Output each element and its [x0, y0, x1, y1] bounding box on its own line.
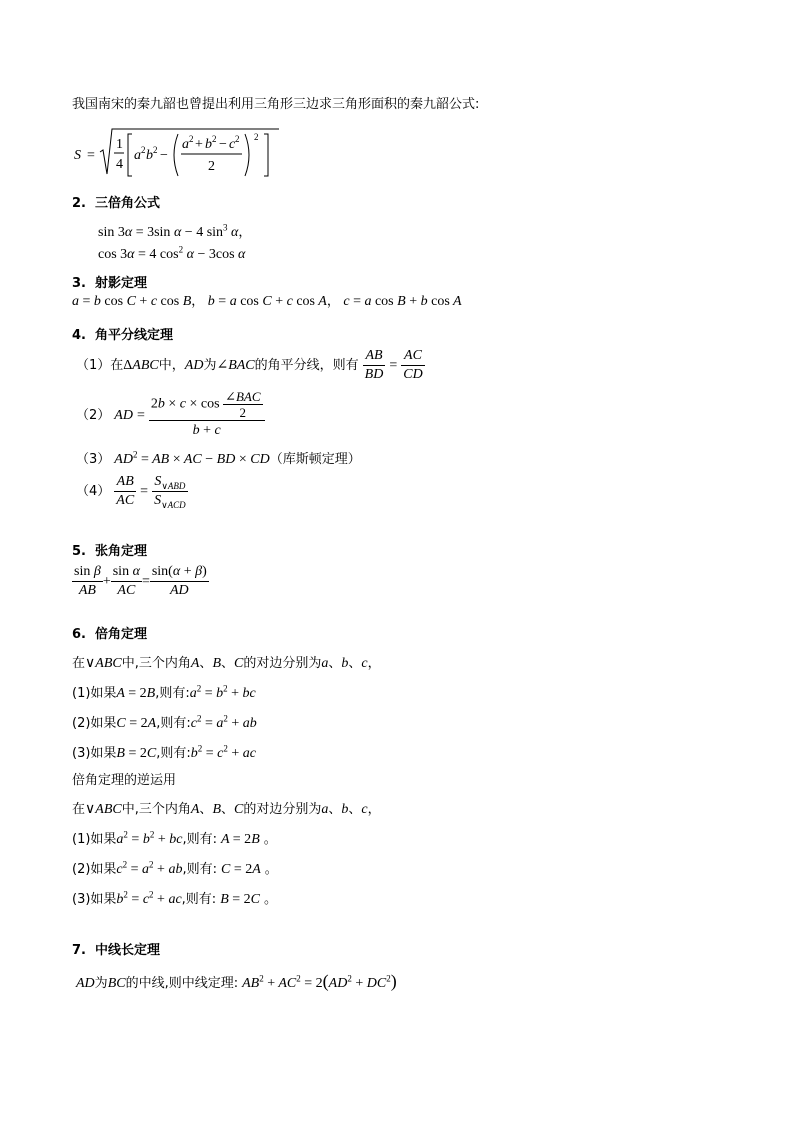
median-length-theorem: AD为BC的中线,则中线定理: $AB^2 + AC^2 = 2(AD^2 + DC^2)$ [76, 971, 397, 991]
svg-text:S: S [74, 148, 81, 163]
text: 中， [158, 358, 185, 373]
svg-text:4: 4 [116, 157, 123, 172]
svg-text:2: 2 [254, 132, 259, 142]
text: 为 [94, 976, 108, 991]
text: 中,三个内角 [121, 656, 191, 671]
svg-text:b: b [205, 137, 212, 152]
comma: ， [326, 294, 340, 309]
triple-angle-cos: cos 3α = 4 $\cos^2 \alpha - 3\cos$ α [98, 244, 246, 262]
fraction-ab-ac: $\frac{AB}{AC}$ [116, 473, 135, 508]
item-label: （1）在 [76, 358, 124, 373]
section-3-heading [72, 275, 147, 293]
double-angle-inverse-title: 倍角定理的逆运用 [72, 773, 177, 788]
section-6-heading [72, 626, 147, 644]
svg-text:−: − [219, 137, 227, 152]
svg-text:a: a [134, 148, 141, 163]
angle-bisector-item-3: （3） $AD^2$ = AB × AC − BD × CD（库斯顿定理） [76, 449, 361, 467]
text: ,则有: [156, 746, 191, 761]
text: ,则有: [155, 686, 190, 701]
section-5-heading [72, 543, 147, 561]
section-number: 5. [72, 544, 86, 559]
fraction-ad-length: 2b × c × cos $\frac{\text{∠BAC}}{2}$ b + c [149, 389, 265, 441]
section-number: 3. [72, 276, 86, 291]
item-label: （2） [76, 408, 111, 423]
period: 。 [263, 832, 277, 847]
svg-text:2: 2 [208, 159, 215, 174]
text: ,则有: [181, 892, 217, 907]
angle-bisector-item-1: （1）在ΔABC中，AD为∠BAC的角平分线，则有 $\frac{AB}{BD}$ = $\frac{AC}{CD}$ [76, 347, 423, 382]
item-label: （4） [76, 484, 111, 499]
text: (2)如果 [72, 716, 117, 731]
period: 。 [264, 862, 278, 877]
formula-svg [74, 126, 284, 182]
svg-text:−: − [160, 148, 168, 163]
text: 中,三个内角 [121, 802, 191, 817]
text: (3)如果 [72, 892, 117, 907]
fraction-area-ratio: $\frac{S_{\vee ABD}}{S_{\vee ACD}}$ [154, 473, 186, 510]
svg-text:c: c [229, 137, 236, 152]
section-number: 4. [72, 328, 86, 343]
angle-bisector-item-4: （4） $\frac{AB}{AC}$ = $\frac{S_{\vee ABD}}{S_{\vee ACD}}$ [76, 473, 186, 510]
fraction-sin-sum: $\frac{\sin(\alpha + \beta)}{AD}$ [151, 563, 207, 598]
fraction-sin-beta: $\frac{\text{sin β}}{AB}$ [74, 563, 101, 598]
theorem-note: （库斯顿定理） [269, 452, 361, 467]
svg-text:2: 2 [212, 134, 217, 144]
text: 的对边分别为 [243, 656, 322, 671]
text: 的中线,则中线定理: [125, 976, 239, 991]
section-number: 2. [72, 196, 86, 211]
double-angle-case-1: (1)如果A = 2B,则有$:a^2 = b^2$ + bc [72, 683, 256, 701]
section-title: 中线长定理 [95, 943, 161, 958]
projection-theorem-formulas: a = b cos C + c cos B， b = a cos C + c cos A， c = a cos B + b cos A [72, 294, 462, 309]
section-title: 三倍角公式 [95, 196, 161, 211]
text: (1)如果 [72, 686, 117, 701]
section-title: 倍角定理 [95, 627, 148, 642]
period: 。 [264, 892, 278, 907]
text: 为 [203, 358, 217, 373]
svg-text:b: b [146, 148, 153, 163]
qin-jiushao-formula [74, 126, 284, 182]
svg-text:1: 1 [116, 137, 123, 152]
section-title: 射影定理 [95, 276, 148, 291]
section-title: 角平分线定理 [95, 328, 174, 343]
section-title: 张角定理 [95, 544, 148, 559]
text: (3)如果 [72, 746, 117, 761]
section-number: 7. [72, 943, 86, 958]
angle-bisector-item-2: （2） AD = 2b × c × cos $\frac{\text{∠BAC}}{2}$ b + c [76, 388, 265, 443]
text: (1)如果 [72, 832, 117, 847]
section-4-heading [72, 327, 173, 345]
intro-text: 我国南宋的秦九韶也曾提出利用三角形三边求三角形面积的秦九韶公式: [72, 97, 480, 112]
inverse-case-1: (1)如果$a^2 = b^2$ + bc,则有: A = 2B 。 [72, 829, 277, 847]
inverse-case-3: (3)如果$b^2 = c^2$ + ac,则有: B = 2C 。 [72, 889, 278, 907]
double-angle-inverse-intro: 在∨ABC中,三个内角A、B、C的对边分别为a、b、c， [72, 802, 381, 817]
section-number: 6. [72, 627, 86, 642]
svg-text:2: 2 [189, 134, 194, 144]
fraction-ac-cd: $\frac{AC}{CD}$ [403, 347, 423, 382]
fraction-ab-bd: $\frac{AB}{BD}$ [364, 347, 384, 382]
text: 在 [72, 656, 86, 671]
svg-text:a: a [182, 137, 189, 152]
inverse-case-2: (2)如果$c^2 = a^2$ + ab,则有: C = 2A 。 [72, 859, 278, 877]
svg-text:2: 2 [141, 145, 146, 155]
comma: ， [367, 802, 381, 817]
opening-angle-formula: $\frac{\text{sin β}}{AB}$ + $\frac{\text{sin α}}{AC}$ = $\frac{\sin(\alpha + \beta)}{AD}$ [74, 563, 207, 598]
section-2-heading [72, 195, 160, 213]
item-label: （3） [76, 452, 111, 467]
text: (2)如果 [72, 862, 117, 877]
fraction-sin-alpha: $\frac{\text{sin α}}{AC}$ [112, 563, 140, 598]
text: 在 [72, 802, 86, 817]
text: ,则有: [156, 716, 191, 731]
text: ,则有: [182, 832, 217, 847]
svg-text:+: + [195, 137, 203, 152]
double-angle-intro: 在∨ABC中,三个内角A、B、C的对边分别为a、b、c， [72, 656, 381, 671]
triple-angle-sin: sin 3α = 3sin α − 4 $\sin^3 \alpha$， [98, 222, 252, 240]
text: 的对边分别为 [243, 802, 322, 817]
svg-text:=: = [87, 148, 95, 163]
section-7-heading [72, 942, 160, 960]
text: 的角平分线，则有 [254, 358, 359, 373]
svg-text:2: 2 [235, 134, 240, 144]
double-angle-case-2: (2)如果C = 2A,则有$:c^2 = a^2$ + ab [72, 713, 257, 731]
comma: ， [238, 225, 252, 240]
fraction-half-angle: $\frac{\text{∠BAC}}{2}$ [225, 389, 261, 421]
svg-text:2: 2 [153, 145, 158, 155]
text: ,则有: [182, 862, 217, 877]
comma: ， [367, 656, 381, 671]
comma: ， [191, 294, 205, 309]
double-angle-case-3: (3)如果B = 2C,则有$:b^2 = c^2$ + ac [72, 743, 256, 761]
